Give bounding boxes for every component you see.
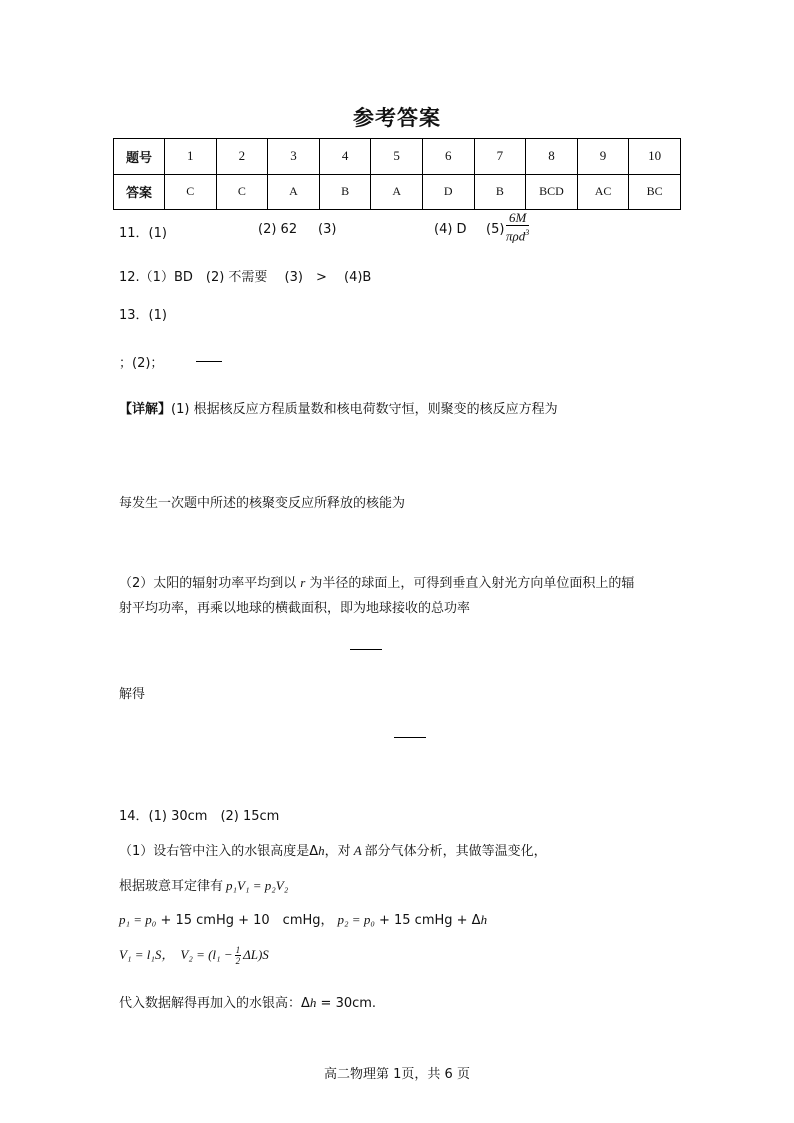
fraction-bar [394, 737, 426, 738]
detail-paragraph-3 [119, 572, 634, 591]
page-title: 参考答案 [353, 106, 441, 130]
q11-label: 11．(1) [119, 226, 167, 241]
h-variable: h [480, 912, 488, 927]
fraction-denominator: 2 [235, 956, 241, 966]
table-cell: D [422, 174, 474, 210]
boyle-equation: p₁V₁ = p₂V₂ [226, 878, 289, 893]
detail-text: （2）太阳的辐射功率平均到以 [119, 576, 297, 591]
q13-line2: ；(2)； [119, 356, 164, 371]
detail-paragraph-1 [119, 398, 558, 417]
answer-table [113, 138, 681, 210]
q12-line: 12.（1）BD (2) 不需要 (3) > (4)B [119, 270, 372, 285]
table-header-cell: 题号 [114, 139, 165, 175]
q14-line-2 [119, 875, 288, 894]
q13-label: 13．(1) [119, 308, 167, 323]
table-cell: AC [577, 174, 629, 210]
q14-line-5 [119, 992, 376, 1011]
p1-symbol: p₁ = p₀ [119, 912, 157, 927]
detail-paragraph-2: 每发生一次题中所述的核聚变反应所释放的核能为 [119, 496, 406, 511]
fraction-numerator: 1 [235, 945, 241, 955]
q11-fraction [506, 211, 529, 243]
fraction-numerator: 6M [506, 211, 529, 226]
table-cell: C [216, 174, 268, 210]
detail-solve-label: 解得 [119, 687, 146, 702]
q14-text: ，对 [324, 844, 351, 859]
q11-part5: (5) [486, 222, 505, 237]
table-cell: BC [629, 174, 681, 210]
detail-paragraph-4: 射平均功率，再乘以地球的横截面积，即为地球接收的总功率 [119, 601, 471, 616]
table-cell: B [319, 174, 371, 210]
radius-variable: r [300, 575, 306, 590]
table-cell: A [268, 174, 320, 210]
q14-text: 代入数据解得再加入的水银高：Δ [119, 996, 310, 1011]
v1-equation: V₁ = l₁S， [119, 947, 175, 962]
table-cell: 5 [371, 139, 423, 175]
table-cell: 8 [526, 139, 578, 175]
table-row-numbers [114, 139, 681, 175]
table-cell: A [371, 174, 423, 210]
q14-text: 根据玻意耳定律有 [119, 879, 224, 894]
h-variable: h [318, 843, 325, 858]
detail-text: 为半径的球面上，可得到垂直入射光方向单位面积上的辐 [309, 576, 635, 591]
table-cell: BCD [526, 174, 578, 210]
table-header-cell: 答案 [114, 174, 165, 210]
table-cell: 1 [165, 139, 217, 175]
detail-text: (1) 根据核反应方程质量数和核电荷数守恒，则聚变的核反应方程为 [171, 402, 558, 417]
table-cell: 7 [474, 139, 526, 175]
half-fraction [235, 945, 242, 966]
v2-equation-tail: ΔL)S [243, 947, 269, 962]
detail-tag: 【详解】 [119, 402, 172, 417]
q14-line-3 [119, 909, 487, 928]
fraction-bar [196, 361, 222, 362]
table-cell: 9 [577, 139, 629, 175]
h-variable: h [309, 995, 317, 1010]
table-cell: 4 [319, 139, 371, 175]
a-variable: A [353, 843, 362, 858]
table-cell: B [474, 174, 526, 210]
q14-line-1 [119, 840, 547, 859]
q11-part2: (2) 62 [258, 222, 298, 237]
denominator-text: πρd [506, 228, 526, 244]
q14-text: （1）设右管中注入的水银高度是Δ [119, 844, 319, 859]
p2-symbol: p₂ = p₀ [337, 912, 375, 927]
table-cell: 6 [422, 139, 474, 175]
q11-part4: (4) D [434, 222, 467, 237]
fraction-denominator [506, 226, 529, 243]
q14-text: 部分气体分析，其做等温变化， [364, 844, 547, 859]
q14-text: = 30cm. [316, 996, 377, 1011]
q14-text: + 15 cmHg + Δ [374, 913, 481, 928]
table-cell: 3 [268, 139, 320, 175]
table-cell: C [165, 174, 217, 210]
q14-line-4 [119, 944, 269, 966]
q14-header: 14．(1) 30cm (2) 15cm [119, 809, 280, 824]
fraction-bar [350, 649, 382, 650]
q11-part3: (3) [318, 222, 337, 237]
v2-equation: V₂ = (l₁ − [180, 947, 233, 962]
table-row-answers [114, 174, 681, 210]
page-footer: 高二物理第 1页，共 6 页 [324, 1067, 470, 1082]
density-fraction [506, 211, 529, 243]
q14-text: + 15 cmHg + 10 cmHg， [156, 913, 334, 928]
table-cell: 2 [216, 139, 268, 175]
denominator-exponent: 3 [525, 228, 530, 237]
table-cell: 10 [629, 139, 681, 175]
